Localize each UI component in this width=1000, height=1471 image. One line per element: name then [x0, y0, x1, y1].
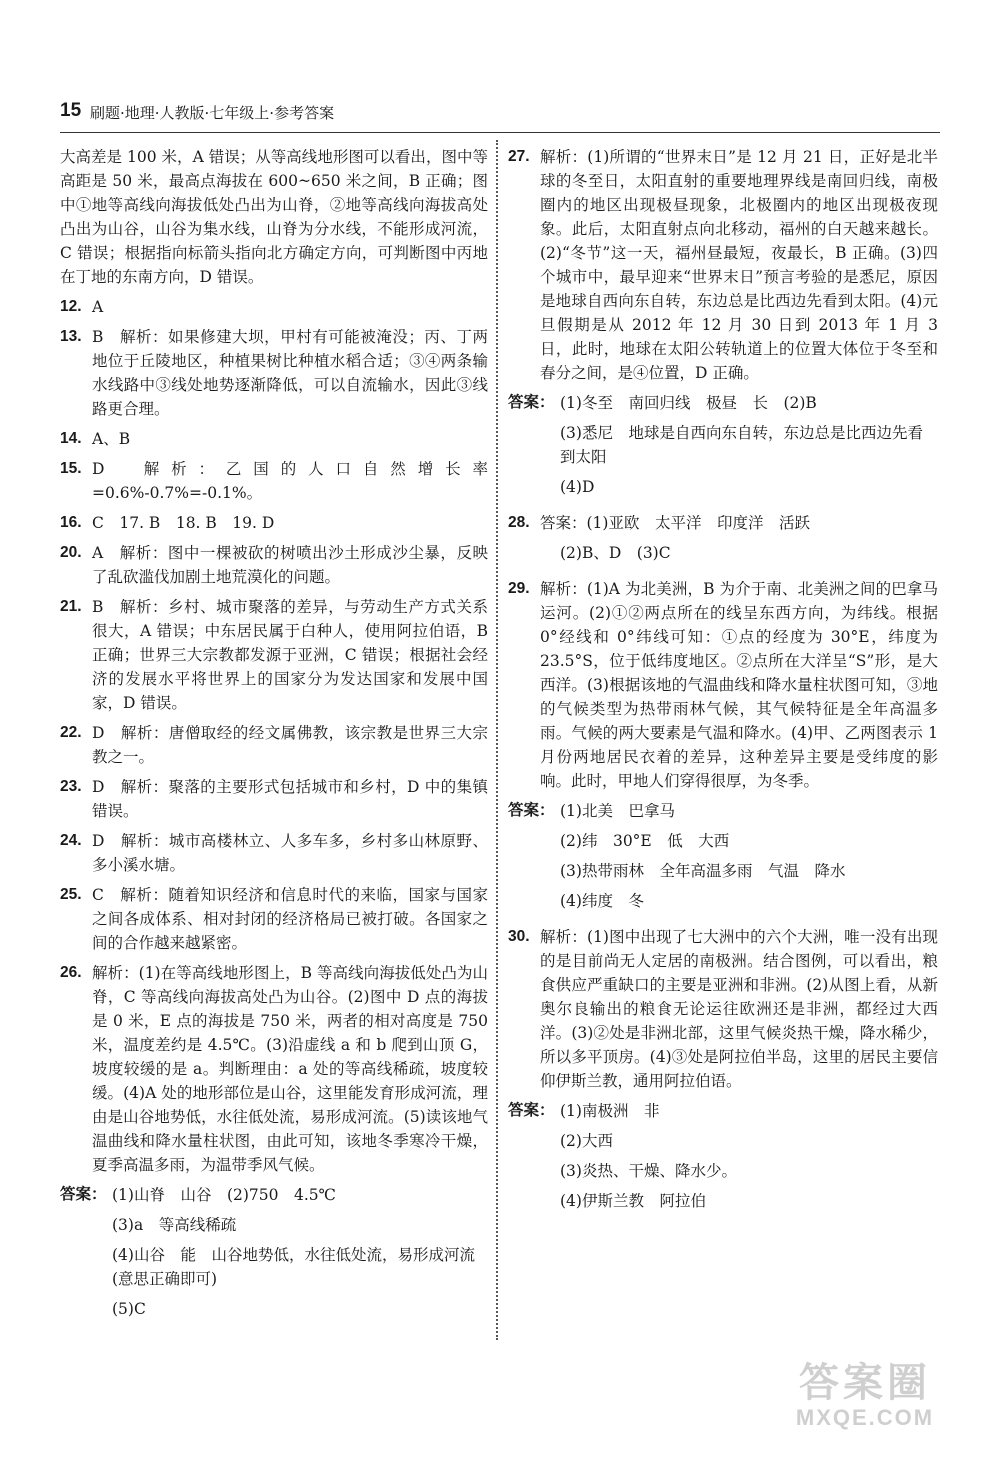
item-number: 13.	[60, 328, 82, 345]
answer-line: (4)伊斯兰教 阿拉伯	[560, 1192, 706, 1210]
answer-item	[60, 541, 488, 589]
answer-item	[60, 961, 488, 1177]
page-header	[60, 96, 940, 133]
answer-block	[508, 541, 938, 571]
answer-block	[60, 1183, 488, 1327]
item-text: 解析：(1)图中出现了七大洲中的六个大洲，唯一没有出现的是目前尚无人定居的南极洲。结合图例，可以看出，粮食供应严重缺口的主要是亚洲和非洲。(2)从图上看，从新奥尔良输出的粮食无论运往欧洲还是非洲，都经过大西洋。(3)②处是非洲北部，这里气候炎热干燥，降水稀少，所以多平顶房。(4)③处是阿拉伯半岛，这里的居民主要信仰伊斯兰教，通用阿拉伯语。	[540, 928, 938, 1090]
answer-line: (3)热带雨林 全年高温多雨 气温 降水	[560, 862, 846, 880]
answer-item	[60, 295, 488, 319]
item-number: 12.	[60, 298, 82, 315]
answer-item	[60, 829, 488, 877]
answer-item	[60, 595, 488, 715]
item-text: 解析：(1)A 为北美洲，B 为介于南、北美洲之间的巴拿马运河。(2)①②两点所在的线呈东西方向，为纬线。根据 0°经线和 0°纬线可知：①点的经度为 30°E，纬度为 23.5°S，位于低纬度地区。②点所在大洋呈“S”形，是大西洋。(3)根据该地的气温曲线和降水量柱状图可知，③地的气候类型为热带雨林气候，其气候特征是全年高温多雨。气候的两大要素是气温和降水。(4)甲、乙两图表示 1 月份两地居民衣着的差异，这种差异主要是受纬度的影响。此时，甲地人们穿得很厚，为冬季。	[540, 580, 938, 790]
answer-label: 答案：	[508, 394, 555, 411]
answer-item	[60, 511, 488, 535]
item-number: 21.	[60, 598, 82, 615]
item-text: D 解析：城市高楼林立、人多车多，乡村多山林原野、多小溪水塘。	[92, 832, 488, 874]
item-number: 24.	[60, 832, 82, 849]
answer-item	[60, 427, 488, 451]
continuation-text: 大高差是 100 米，A 错误；从等高线地形图可以看出，图中等高距是 50 米，最高点海拔在 600~650 米之间，B 正确；图中①地等高线向海拔低处凸出为山脊，②地等高线向海拔高处凸出为山谷，山谷为集水线，山脊为分水线，不能形成河流，C 错误；根据指向标箭头指向北方确定方向，可判断图中丙地在丁地的东南方向，D 错误。	[60, 148, 488, 286]
item-number: 16.	[60, 514, 82, 531]
answer-line: (4)D	[560, 478, 595, 496]
item-number: 22.	[60, 724, 82, 741]
watermark-logo	[770, 1361, 960, 1441]
item-text: 答案：(1)亚欧 太平洋 印度洋 活跃	[540, 514, 810, 532]
answer-block	[508, 391, 938, 505]
answer-line: (2)纬 30°E 低 大西	[560, 832, 730, 850]
answer-item	[60, 883, 488, 955]
page-number: 15	[60, 100, 82, 121]
answer-item	[60, 325, 488, 421]
answer-block	[508, 1099, 938, 1219]
item-text: A 解析：图中一棵被砍的树喷出沙土形成沙尘暴，反映了乱砍滥伐加剧土地荒漠化的问题。	[92, 544, 488, 586]
answer-item	[508, 145, 938, 385]
item-text: 解析：(1)在等高线地形图上，B 等高线向海拔低处凸为山脊，C 等高线向海拔高处凸为山谷。(2)图中 D 点的海拔是 0 米，E 点的海拔是 750 米，两者的相对高度是 750 米，温度差约是 4.5℃。(3)沿虚线 a 和 b 爬到山顶 G，坡度较缓的是 a。判断理由：a 处的等高线稀疏，坡度较缓。(4)A 处的地形部位是山谷，这里能发育形成河流，理由是山谷地势低，水往低处流，易形成河流。(5)读该地气温曲线和降水量柱状图，由此可知，该地冬季寒冷干燥，夏季高温多雨，为温带季风气候。	[92, 964, 488, 1174]
item-number: 28.	[508, 514, 530, 531]
answer-item	[508, 925, 938, 1093]
answer-line: (2)大西	[560, 1132, 613, 1150]
item-number: 14.	[60, 430, 82, 447]
item-text: D 解析：乙国的人口自然增长率=0.6%-0.7%=-0.1%。	[92, 460, 488, 502]
watermark-url: MXQE.COM	[795, 1405, 935, 1430]
item-text: D 解析：唐僧取经的经文属佛教，该宗教是世界三大宗教之一。	[92, 724, 488, 766]
item-number: 29.	[508, 580, 530, 597]
answer-line: (5)C	[112, 1300, 146, 1318]
left-column	[60, 145, 488, 1333]
item-number: 15.	[60, 460, 82, 477]
answer-item	[60, 721, 488, 769]
answer-line: (1)冬至 南回归线 极昼 长 (2)B	[560, 394, 817, 412]
item-number: 26.	[60, 964, 82, 981]
answer-label: 答案：	[508, 1102, 555, 1119]
answer-item	[60, 457, 488, 505]
column-divider	[496, 140, 498, 1340]
right-column	[508, 145, 938, 1225]
page-header-title: 刷题·地理·人教版·七年级上·参考答案	[90, 104, 335, 122]
item-number: 27.	[508, 148, 530, 165]
item-text: A、B	[92, 430, 131, 448]
item-text: A	[92, 298, 104, 316]
answer-line: (3)炎热、干燥、降水少。	[560, 1162, 737, 1180]
answer-line: (1)山脊 山谷 (2)750 4.5℃	[112, 1186, 336, 1204]
answer-line: (3)悉尼 地球是自西向东自转，东边总是比西边先看到太阳	[560, 424, 923, 466]
item-text: D 解析：聚落的主要形式包括城市和乡村，D 中的集镇错误。	[92, 778, 488, 820]
item-text: 解析：(1)所谓的“世界末日”是 12 月 21 日，正好是北半球的冬至日，太阳直射的重要地理界线是南回归线，南极圈内的地区出现极昼现象，北极圈内的地区出现极夜现象。此后，太阳直射点向北移动，福州的白天越来越长。(2)“冬节”这一天，福州昼最短，夜最长，B 正确。(3)四个城市中，最早迎来“世界末日”预言考验的是悉尼，原因是地球自西向东自转，东边总是比西边先看到太阳。(4)元旦假期是从 2012 年 12 月 30 日到 2013 年 1 月 3 日，此时，地球在太阳公转轨道上的位置大体位于冬至和春分之间，是④位置，D 正确。	[540, 148, 938, 382]
watermark-text: 答案圈	[799, 1361, 931, 1405]
item-text: B 解析：乡村、城市聚落的差异，与劳动生产方式关系很大，A 错误；中东居民属于白种人，使用阿拉伯语，B 正确；世界三大宗教都发源于亚洲，C 错误；根据社会经济的发展水平将世界上的国家分为发达国家和发展中国家，D 错误。	[92, 598, 488, 712]
item-number: 23.	[60, 778, 82, 795]
answer-item	[508, 511, 938, 535]
answer-block	[508, 799, 938, 919]
item-text: C 解析：随着知识经济和信息时代的来临，国家与国家之间各成体系、相对封闭的经济格局已被打破。各国家之间的合作越来越紧密。	[92, 886, 488, 952]
answer-line: (2)B、D (3)C	[560, 544, 671, 562]
answer-item	[508, 577, 938, 793]
answer-line: (1)南极洲 非	[560, 1102, 660, 1120]
item-text: C 17. B 18. B 19. D	[92, 514, 275, 532]
answer-label-spacer	[508, 541, 560, 571]
item-number: 20.	[60, 544, 82, 561]
answer-item	[60, 775, 488, 823]
answer-line: (1)北美 巴拿马	[560, 802, 675, 820]
answer-line: (3)a 等高线稀疏	[112, 1216, 237, 1234]
item-number: 25.	[60, 886, 82, 903]
answer-line: (4)纬度 冬	[560, 892, 644, 910]
answer-label: 答案：	[508, 802, 555, 819]
item-text: B 解析：如果修建大坝，甲村有可能被淹没；丙、丁两地位于丘陵地区，种植果树比种植水稻合适；③④两条输水线路中③线处地势逐渐降低，可以自流输水，因此③线路更合理。	[92, 328, 488, 418]
answer-line: (4)山谷 能 山谷地势低，水往低处流，易形成河流(意思正确即可)	[112, 1246, 475, 1288]
answer-label: 答案：	[60, 1186, 107, 1203]
item-number: 30.	[508, 928, 530, 945]
